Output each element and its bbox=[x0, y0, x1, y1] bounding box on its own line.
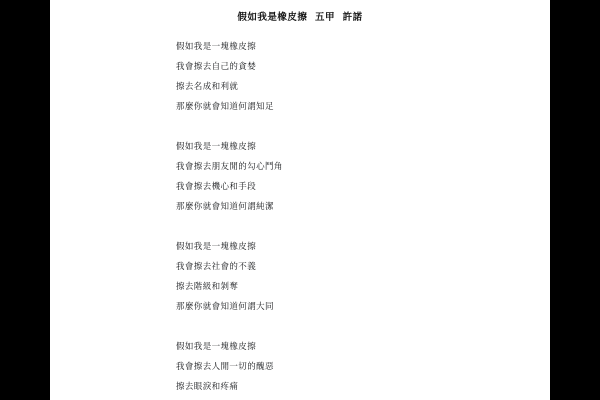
text-line: 我會擦去朋友閒的勾心鬥角 bbox=[176, 162, 283, 172]
text-line: 擦去階級和剝奪 bbox=[176, 282, 239, 292]
text-line: 那麼你就會知道何謂知足 bbox=[176, 102, 274, 112]
text-line: 假如我是一塊橡皮擦 bbox=[176, 342, 257, 352]
stanza bbox=[176, 237, 530, 317]
stanza bbox=[176, 337, 530, 397]
stanza bbox=[176, 137, 530, 217]
text-line: 擦去名成和利就 bbox=[176, 82, 239, 92]
text-line: 假如我是一塊橡皮擦 bbox=[176, 142, 257, 152]
text-line: 假如我是一塊橡皮擦 bbox=[176, 242, 257, 252]
document-title: 假如我是橡皮擦 五甲 許諾 bbox=[237, 12, 363, 23]
text-line: 我會擦去自己的貪婪 bbox=[176, 62, 257, 72]
document-body bbox=[50, 37, 550, 397]
document-page bbox=[50, 0, 550, 400]
text-line: 那麼你就會知道何謂大同 bbox=[176, 302, 274, 312]
text-line: 那麼你就會知道何謂純潔 bbox=[176, 202, 274, 212]
text-line: 我會擦去社會的不義 bbox=[176, 262, 257, 272]
text-line: 我會擦去人閒一切的醜惡 bbox=[176, 362, 274, 372]
stanza bbox=[176, 37, 530, 117]
text-line: 我會擦去機心和手段 bbox=[176, 182, 257, 192]
text-line: 假如我是一塊橡皮擦 bbox=[176, 42, 257, 52]
text-line: 擦去眼淚和疼痛 bbox=[176, 382, 239, 392]
